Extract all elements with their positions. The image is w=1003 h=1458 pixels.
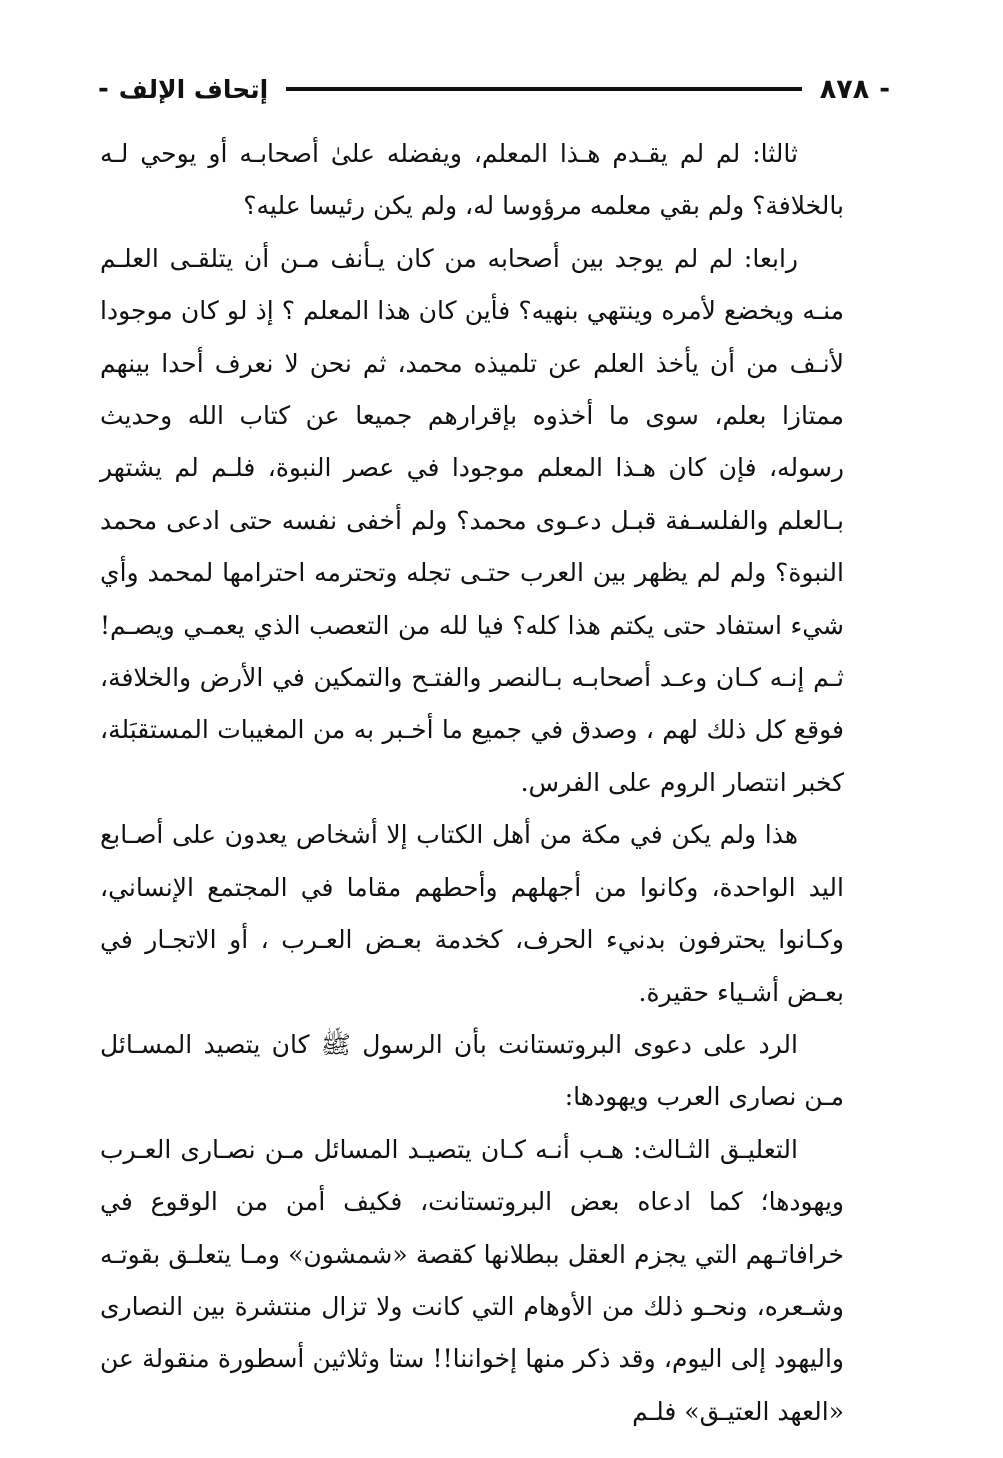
page-number: ٨٧٨	[819, 73, 870, 105]
paragraph-third-point: ثالثا: لم لم يقـدم هـذا المعلم، ويفضله علىٰ أصحابـه أو يوحي لـه بالخلافة؟ ولم بقي معلمه مرؤوسا له، ولم يكن رئيسا عليه؟	[100, 139, 844, 221]
header-rule	[286, 87, 802, 91]
header-dash-right: -	[879, 74, 890, 104]
book-title: إتحاف الإلف	[118, 74, 269, 104]
header-dash-left: -	[98, 74, 109, 104]
paragraph-people-of-book: هذا ولم يكن في مكة من أهل الكتاب إلا أشخاص يعدون على أصـابع اليد الواحدة، وكانوا من أجهلهم وأحطهم مقاما في المجتمع الإنساني، وكـانوا يحترفون بدنيء الحرف، كخدمة بعـض العـرب ، أو الاتجـار في بعـض أشـياء حقيرة.	[100, 820, 844, 1007]
running-header	[98, 70, 890, 108]
paragraph-third-commentary: التعليـق الثـالث: هـب أنـه كـان يتصيـد المسائل مـن نصـارى العـرب ويهودها؛ كما ادعاه بعض البروتستانت، فكيف أمن من الوقوع في خرافاتـهم التي يجزم العقل ببطلانها كقصة «شمشون» ومـا يتعلـق بقوتـه وشـعره، ونحـو ذلك من الأوهام التي كانت ولا تزال منتشرة بين النصارى واليهود إلى اليوم، وقد ذكر منها إخواننا!! ستا وثلاثين أسطورة منقولة عن «العهد العتيـق» فلـم	[100, 1134, 844, 1426]
page-body	[100, 128, 844, 1438]
paragraph-fourth-point: رابعا: لم لم يوجد بين أصحابه من كان يـأنف مـن أن يتلقـى العلـم منـه ويخضع لأمره وينتهي بنهيه؟ فأين كان هذا المعلم ؟ إذ لو كان موجودا لأنـف من أن يأخذ العلم عن تلميذه محمد، ثم نحن لا نعرف أحدا بينهم ممتازا بعلم، سوى ما أخذوه بإقرارهم جميعا عن كتاب الله وحديث رسوله، فإن كان هـذا المعلم موجودا في عصر النبوة، فلـم لم يشتهر بـالعلم والفلسـفة قبـل دعـوى محمد؟ ولم أخفى نفسه حتى ادعى محمد النبوة؟ ولم لم يظهر بين العرب حتـى تجله وتحترمه احترامها لمحمد وأي شيء استفاد حتى يكتم هذا كله؟ فيا لله من التعصب الذي يعمـي ويصـم! ثـم إنـه كـان وعـد أصحابـه بـالنصر والفتـح والتمكين في الأرض والخلافة، فوقع كل ذلك لهم ، وصدق في جميع ما أخـبر به من المغيبات المستقبَلة، كخبر انتصار الروم على الفرس.	[100, 243, 844, 797]
section-heading-reply: الرد على دعوى البروتستانت بأن الرسول ﷺ كان يتصيد المسـائل مـن نصارى العرب ويهودها:	[100, 1029, 844, 1112]
